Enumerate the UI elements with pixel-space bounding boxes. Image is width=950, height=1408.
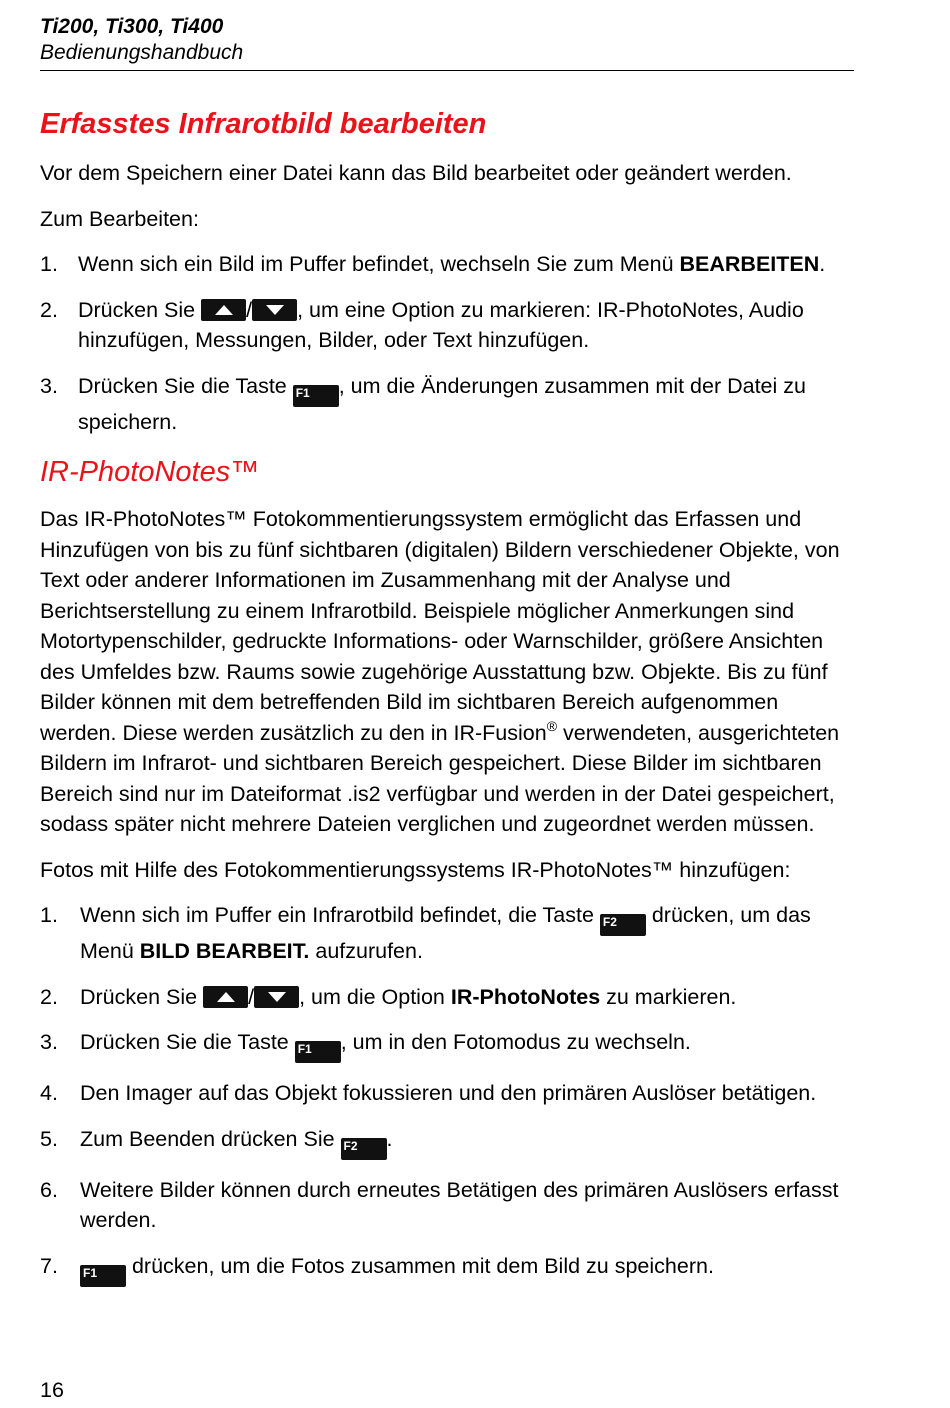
- page-number: 16: [40, 1378, 64, 1402]
- up-arrow-key-icon: [201, 299, 246, 321]
- model-line: Ti200, Ti300, Ti400: [40, 15, 224, 38]
- steps-lead: Zum Bearbeiten:: [40, 206, 199, 231]
- f1-key-icon: F1: [293, 385, 339, 407]
- list-item: 2. Drücken Sie / , um die Option IR-PhotoNotes zu markieren.: [40, 984, 737, 1009]
- list-item: 1. Wenn sich im Puffer ein Infrarotbild befindet, die Taste F2 drücken, um das Menü BILD BEARBEIT. aufzurufen.: [40, 903, 811, 963]
- list-item: 3. Drücken Sie die Taste F1 , um in den Fotomodus zu wechseln.: [40, 1027, 854, 1063]
- f2-key-icon: F2: [341, 1138, 387, 1160]
- down-arrow-key-icon: [252, 299, 297, 321]
- down-arrow-key-icon: [254, 986, 299, 1008]
- list-item: 2. Drücken Sie / , um eine Option zu markieren: IR-PhotoNotes, Audio hinzufügen, Messungen, Bilder, oder Text hinzufügen.: [40, 297, 804, 352]
- steps-lead: Fotos mit Hilfe des Fotokommentierungssystems IR-PhotoNotes™ hinzufügen:: [40, 857, 791, 882]
- option-name: IR-PhotoNotes: [450, 984, 601, 1009]
- f1-key-icon: F1: [295, 1041, 341, 1063]
- f1-key-icon: F1: [80, 1265, 126, 1287]
- photonotes-steps-list: [40, 900, 854, 1287]
- section-title-ir-photonotes: IR-PhotoNotes™: [40, 456, 260, 488]
- manual-line: Bedienungshandbuch: [40, 41, 244, 64]
- list-item: 5. Zum Beenden drücken Sie F2 .: [40, 1124, 854, 1160]
- section-title-edit-image: Erfasstes Infrarotbild bearbeiten: [40, 108, 487, 140]
- menu-name: BILD BEARBEIT.: [139, 939, 310, 963]
- list-item: 6. Weitere Bilder können durch erneutes Betätigen des primären Auslösers erfasst werden.: [40, 1177, 839, 1232]
- section-description: Das IR-PhotoNotes™ Fotokommentierungssystem ermöglicht das Erfassen und Hinzufügen von bis zu fünf sichtbaren (digitalen) Bildern verschiedener Objekte, von Text oder anderer Informationen im Zusammenhang mit der Analyse und Berichtserstellung zu einem Infrarotbild. Beispiele möglicher Anmerkungen sind Motortypenschilder, gedruckte Informations- oder Warnschilder, größere Ansichten des Umfeldes bzw. Raums sowie zugehörige Ausstattung bzw. Objekte. Bis zu fünf Bilder können mit dem betreffenden Bild im sichtbaren Bereich aufgenommen werden. Diese werden zusätzlich zu den in IR-Fusion® verwendeten, ausgerichteten Bildern im Infrarot- und sichtbaren Bereich gespeichert. Diese Bilder im sichtbaren Bereich sind nur im Dateiformat .is2 verfügbar und werden in der Datei gespeichert, sodass später nicht mehrere Dateien verglichen und zugeordnet werden müssen.: [40, 507, 840, 836]
- header-divider: [40, 70, 854, 71]
- page-content: [40, 104, 854, 1302]
- menu-name: BEARBEITEN: [679, 252, 820, 276]
- section-intro: Vor dem Speichern einer Datei kann das Bild bearbeitet oder geändert werden.: [40, 161, 792, 185]
- f2-key-icon: F2: [600, 914, 646, 936]
- running-header: [40, 14, 854, 66]
- up-arrow-key-icon: [203, 986, 248, 1008]
- registered-mark: ®: [546, 717, 558, 734]
- edit-steps-list: [40, 249, 854, 437]
- list-item: 7. F1 drücken, um die Fotos zusammen mit dem Bild zu speichern.: [40, 1251, 854, 1287]
- list-item: 3. Drücken Sie die Taste F1 , um die Änderungen zusammen mit der Datei zu speichern.: [40, 373, 806, 434]
- list-item: 1. Wenn sich ein Bild im Puffer befindet, wechseln Sie zum Menü BEARBEITEN.: [40, 252, 826, 276]
- list-item: 4. Den Imager auf das Objekt fokussieren und den primären Auslöser betätigen.: [40, 1081, 817, 1105]
